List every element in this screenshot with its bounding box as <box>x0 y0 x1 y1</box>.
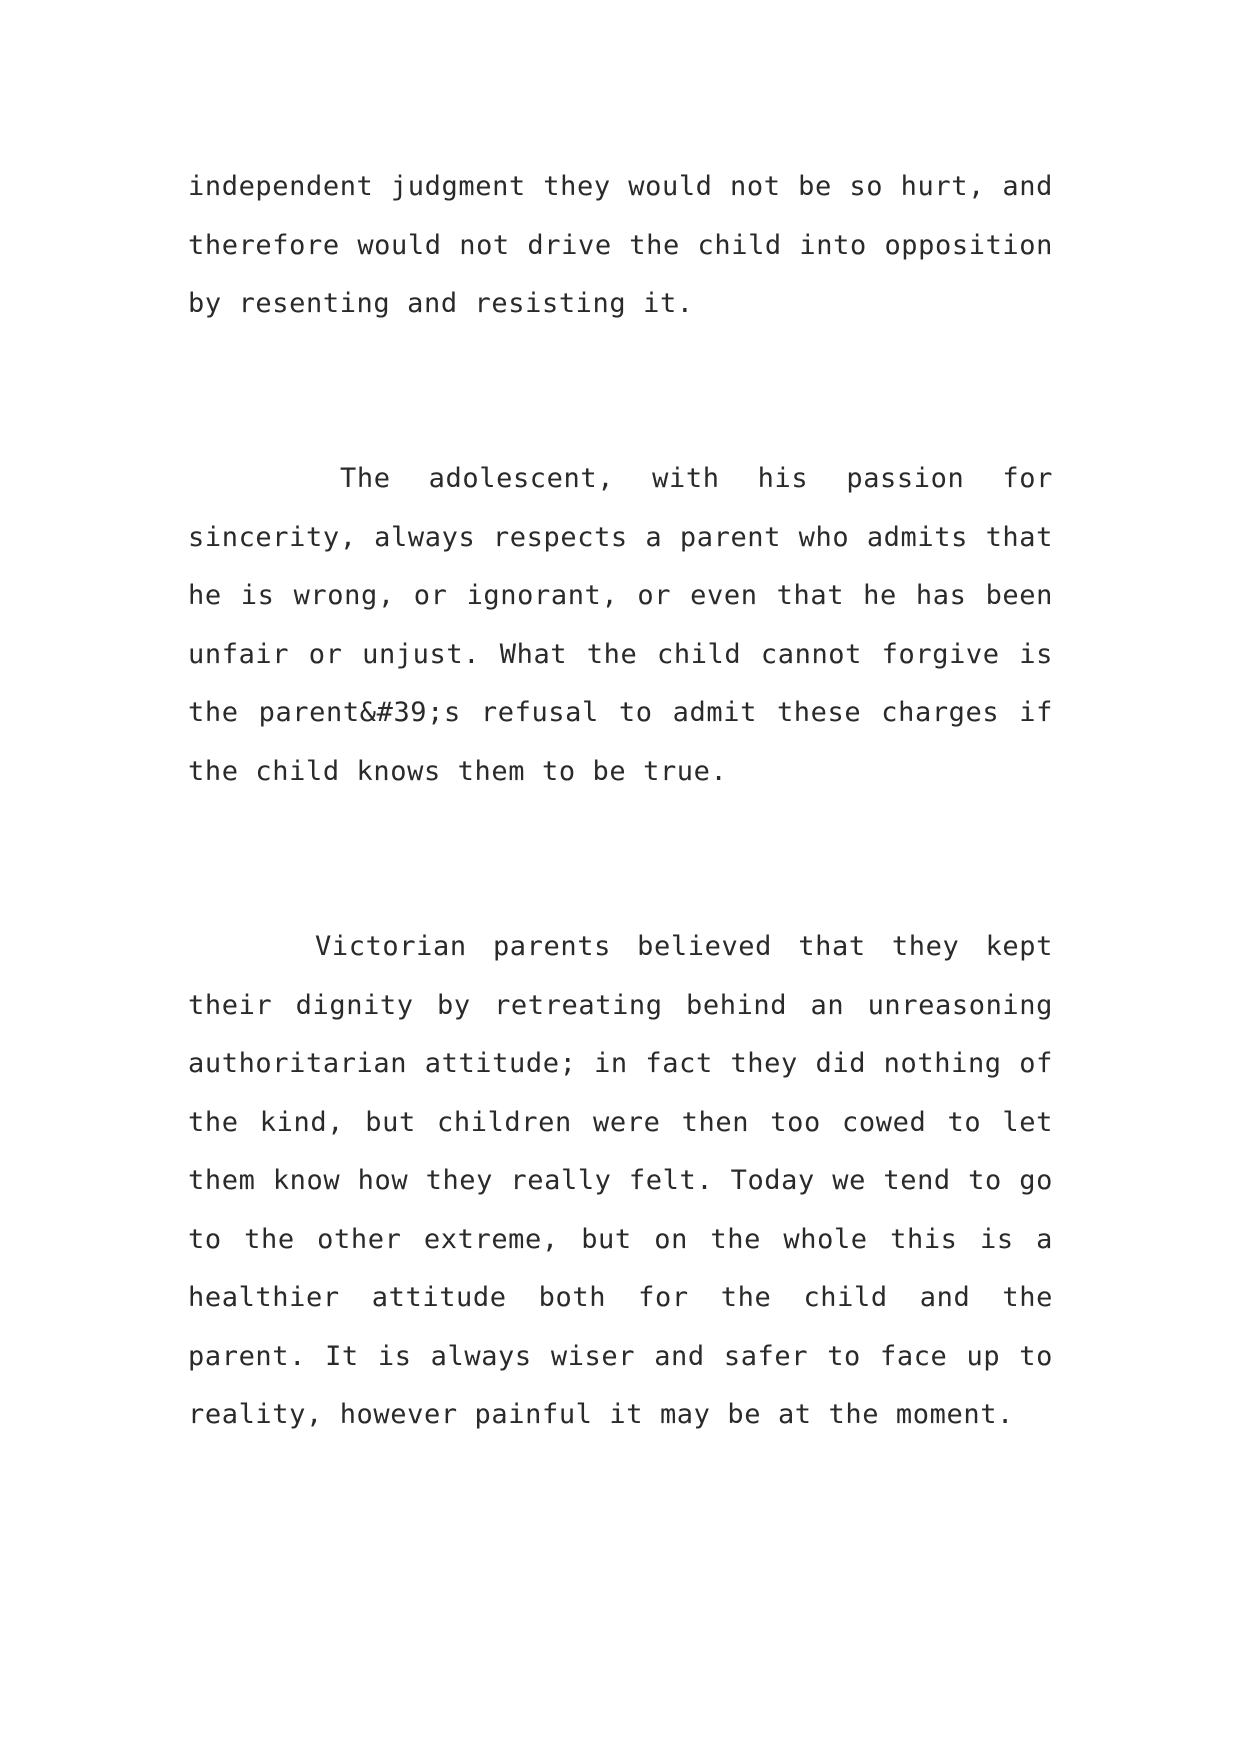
paragraph-1: independent judgment they would not be so hurt, and therefore would not drive the child into opposition by resenting and resisting it. <box>188 171 1053 319</box>
paragraph-3: Victorian parents believed that they kept their dignity by retreating behind an unreasoning authoritarian attitude; in fact they did nothing of the kind, but children were then too cowed to let them know how they really felt. Today we tend to go to the other extreme, but on the whole this is a healthier attitude both for the child and the parent. It is always wiser and safer to face up to reality, however painful it may be at the moment. <box>188 931 1053 1430</box>
paragraph-2: The adolescent, with his passion for sincerity, always respects a parent who admits that he is wrong, or ignorant, or even that he has been unfair or unjust. What the child cannot forgive is the parent&#39;s refusal to admit these charges if the child knows them to be true. <box>188 463 1053 787</box>
